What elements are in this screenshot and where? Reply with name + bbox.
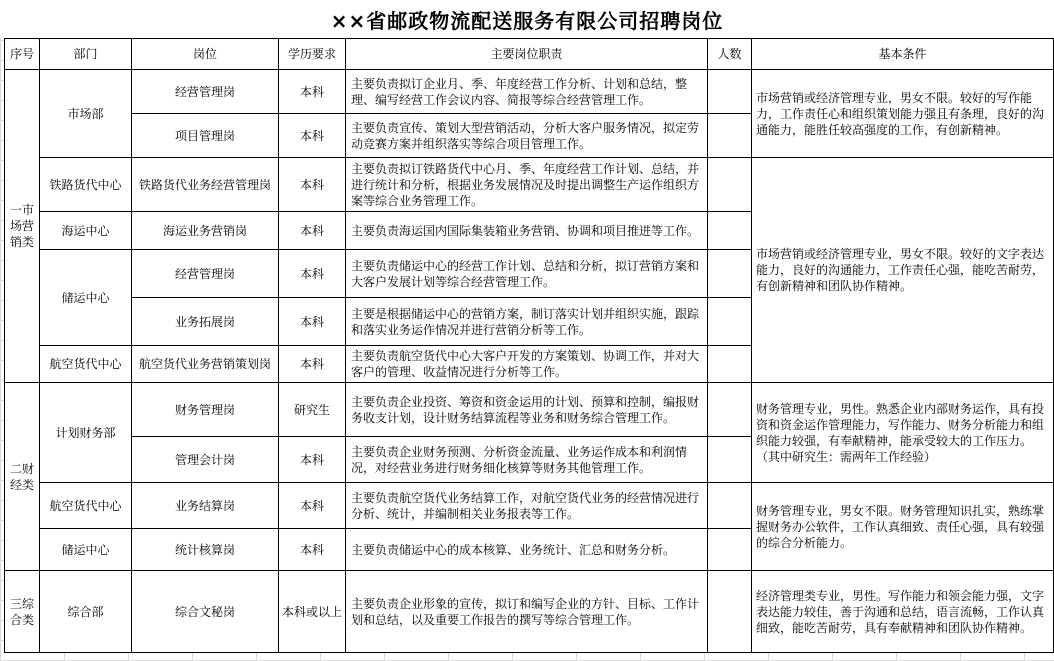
position-cell: 经营管理岗 bbox=[132, 250, 279, 298]
count-cell bbox=[708, 529, 752, 571]
header-count: 人数 bbox=[708, 39, 752, 70]
edu-cell: 本科 bbox=[279, 158, 346, 212]
conditions-cell: 经济管理类专业，男性。写作能力和领会能力强，文字表达能力较佳，善于沟通和总结，语言流畅，工作认真细致，能吃苦耐劳，具有奉献精神和团队协作精神。 bbox=[752, 571, 1054, 653]
recruitment-table bbox=[4, 38, 1054, 653]
table-row bbox=[5, 70, 1054, 114]
duty-cell: 主要负责海运国内国际集装箱业务营销、协调和项目推进等工作。 bbox=[346, 212, 708, 250]
category-cell: 一市场营销类 bbox=[5, 70, 40, 383]
header-row bbox=[5, 39, 1054, 70]
count-cell bbox=[708, 158, 752, 212]
position-cell: 综合文秘岗 bbox=[132, 571, 279, 653]
edu-cell: 本科 bbox=[279, 212, 346, 250]
category-cell: 三综合类 bbox=[5, 571, 40, 653]
duty-cell: 主要负责拟订企业月、季、年度经营工作分析、计划和总结，整理、编写经营工作会议内容、简报等综合经营管理工作。 bbox=[346, 70, 708, 114]
count-cell bbox=[708, 383, 752, 437]
category-cell: 二财经类 bbox=[5, 383, 40, 571]
edu-cell: 本科 bbox=[279, 70, 346, 114]
edu-cell: 本科 bbox=[279, 437, 346, 483]
edu-cell: 本科 bbox=[279, 298, 346, 346]
duty-cell: 主要负责航空货代业务结算工作，对航空货代业务的经营情况进行分析、统计，并编制相关业务报表等工作。 bbox=[346, 483, 708, 529]
table-row bbox=[5, 158, 1054, 212]
conditions-cell: 市场营销或经济管理专业，男女不限。较好的写作能力，工作责任心和组织策划能力强且有条理，良好的沟通能力，能胜任较高强度的工作，有创新精神。 bbox=[752, 70, 1054, 158]
duty-cell: 主要是根据储运中心的营销方案，制订落实计划并组织实施，跟踪和落实业务运作情况并进行营销分析等工作。 bbox=[346, 298, 708, 346]
count-cell bbox=[708, 70, 752, 114]
position-cell: 管理会计岗 bbox=[132, 437, 279, 483]
edu-cell: 本科 bbox=[279, 114, 346, 158]
conditions-cell: 市场营销或经济管理专业，男女不限。较好的文字表达能力，良好的沟通能力，工作责任心强，能吃苦耐劳，有创新精神和团队协作精神。 bbox=[752, 158, 1054, 383]
count-cell bbox=[708, 298, 752, 346]
edu-cell: 研究生 bbox=[279, 383, 346, 437]
duty-cell: 主要负责企业投资、筹资和资金运用的计划、预算和控制，编报财务收支计划，设计财务结算流程等业务和财务综合管理工作。 bbox=[346, 383, 708, 437]
dept-cell: 航空货代中心 bbox=[40, 483, 132, 529]
count-cell bbox=[708, 571, 752, 653]
edu-cell: 本科 bbox=[279, 529, 346, 571]
dept-cell: 铁路货代中心 bbox=[40, 158, 132, 212]
dept-cell: 储运中心 bbox=[40, 529, 132, 571]
count-cell bbox=[708, 212, 752, 250]
count-cell bbox=[708, 483, 752, 529]
table-row bbox=[5, 571, 1054, 653]
page-title: ××省邮政物流配送服务有限公司招聘岗位 bbox=[0, 0, 1054, 38]
header-conditions: 基本条件 bbox=[752, 39, 1054, 70]
position-cell: 统计核算岗 bbox=[132, 529, 279, 571]
header-position: 岗位 bbox=[132, 39, 279, 70]
count-cell bbox=[708, 250, 752, 298]
table-row bbox=[5, 483, 1054, 529]
position-cell: 经营管理岗 bbox=[132, 70, 279, 114]
duty-cell: 主要负责企业财务预测、分析资金流量、业务运作成本和利润情况，对经营业务进行财务细化核算等财务其他管理工作。 bbox=[346, 437, 708, 483]
dept-cell: 海运中心 bbox=[40, 212, 132, 250]
dept-cell: 储运中心 bbox=[40, 250, 132, 346]
edu-cell: 本科或以上 bbox=[279, 571, 346, 653]
duty-cell: 主要负责储运中心的成本核算、业务统计、汇总和财务分析。 bbox=[346, 529, 708, 571]
position-cell: 铁路货代业务经营管理岗 bbox=[132, 158, 279, 212]
edu-cell: 本科 bbox=[279, 483, 346, 529]
header-seq: 序号 bbox=[5, 39, 40, 70]
position-cell: 项目管理岗 bbox=[132, 114, 279, 158]
dept-cell: 市场部 bbox=[40, 70, 132, 158]
duty-cell: 主要负责航空货代中心大客户开发的方案策划、协调工作，并对大客户的管理、收益情况进行分析等工作。 bbox=[346, 346, 708, 383]
conditions-cell: 财务管理专业，男性。熟悉企业内部财务运作，具有投资和资金运作管理能力，写作能力、财务分析能力和组织能力较强，有奉献精神，能承受较大的工作压力。（其中研究生：需两年工作经验） bbox=[752, 383, 1054, 483]
dept-cell: 航空货代中心 bbox=[40, 346, 132, 383]
position-cell: 业务拓展岗 bbox=[132, 298, 279, 346]
dept-cell: 综合部 bbox=[40, 571, 132, 653]
conditions-cell: 财务管理专业，男女不限。财务管理知识扎实，熟练掌握财务办公软件，工作认真细致、责任心强，具有较强的综合分析能力。 bbox=[752, 483, 1054, 571]
header-duties: 主要岗位职责 bbox=[346, 39, 708, 70]
table-row bbox=[5, 383, 1054, 437]
count-cell bbox=[708, 437, 752, 483]
edu-cell: 本科 bbox=[279, 346, 346, 383]
header-edu: 学历要求 bbox=[279, 39, 346, 70]
position-cell: 航空货代业务营销策划岗 bbox=[132, 346, 279, 383]
position-cell: 海运业务营销岗 bbox=[132, 212, 279, 250]
edu-cell: 本科 bbox=[279, 250, 346, 298]
duty-cell: 主要负责宣传、策划大型营销活动，分析大客户服务情况，拟定劳动竞赛方案并组织落实等综合项目管理工作。 bbox=[346, 114, 708, 158]
position-cell: 财务管理岗 bbox=[132, 383, 279, 437]
count-cell bbox=[708, 346, 752, 383]
duty-cell: 主要负责企业形象的宣传，拟订和编写企业的方针、目标、工作计划和总结，以及重要工作报告的撰写等综合管理工作。 bbox=[346, 571, 708, 653]
dept-cell: 计划财务部 bbox=[40, 383, 132, 483]
position-cell: 业务结算岗 bbox=[132, 483, 279, 529]
duty-cell: 主要负责拟订铁路货代中心月、季、年度经营工作计划、总结，并进行统计和分析，根据业务发展情况及时提出调整生产运作组织方案等综合业务管理工作。 bbox=[346, 158, 708, 212]
header-dept: 部门 bbox=[40, 39, 132, 70]
count-cell bbox=[708, 114, 752, 158]
duty-cell: 主要负责储运中心的经营工作计划、总结和分析，拟订营销方案和大客户发展计划等综合经营管理工作。 bbox=[346, 250, 708, 298]
